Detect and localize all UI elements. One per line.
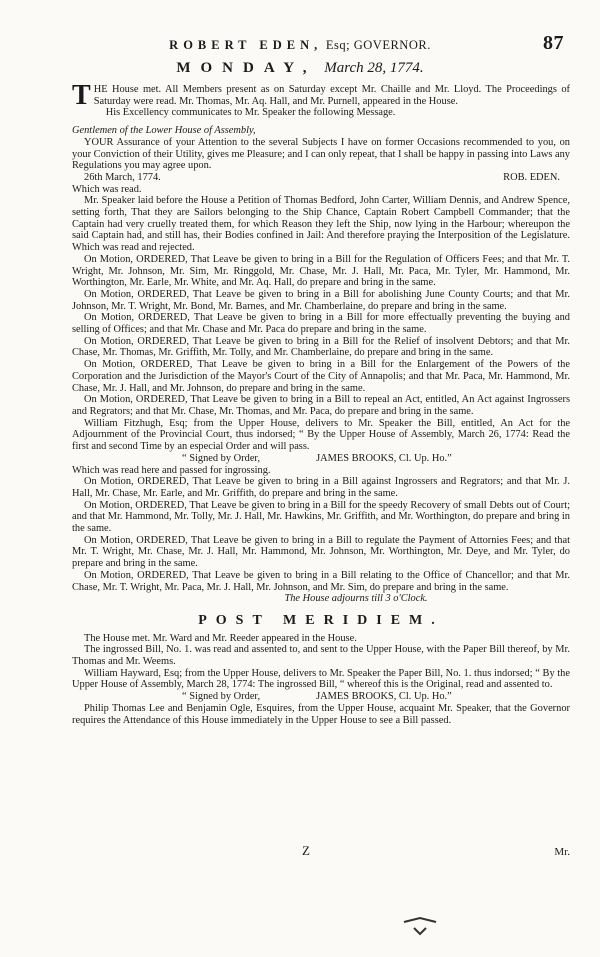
motion-paragraph: On Motion, ORDERED, That Leave be given to bring in a Bill for the Relief of insolvent Debtors; and that Mr. Chase, Mr. Thomas, Mr. Griffith, Mr. Tolly, and Mr. Chamberlaine, do prepare and bring in the same. (72, 335, 570, 359)
opening-paragraph: THE House met. All Members present as on Saturday except Mr. Chaille and Mr. Lloyd. The Proceedings of Saturday were read. Mr. Thomas, Mr. Aq. Hall, and Mr. Purnell, appeared in the House. (72, 80, 570, 111)
upper-house-paragraph: William Hayward, Esq; from the Upper House, delivers to Mr. Speaker the Paper Bill, No. 1. thus indorsed; “ By the Upper House of Assembly, March 28, 1774: The ingrossed Bill, “ whereof this is the Original, read and assented to. (72, 667, 570, 691)
message-salutation: Gentlemen of the Lower House of Assembly, (72, 125, 256, 137)
paragraph: Which was read here and passed for ingrossing. (72, 464, 271, 476)
governor-name: ROBERT EDEN, (169, 38, 323, 52)
paragraph: The House met. Mr. Ward and Mr. Reeder appeared in the House. (84, 632, 357, 644)
signature-mark: Z (302, 843, 310, 858)
motion-paragraph: On Motion, ORDERED, That Leave be given to bring in a Bill for the speedy Recovery of small Debts out of Court; and that Mr. Hammond, Mr. Tolly, Mr. J. Hall, Mr. Hawkins, Mr. Griffith, and Mr. Worthington, do prepare and bring in the same. (72, 499, 570, 535)
signed-by-order: “ Signed by Order, JAMES BROOKS, Cl. Up. Ho.” (182, 691, 452, 703)
catchword: Mr. (554, 846, 570, 858)
paragraph: His Excellency communicates to Mr. Speaker the following Message. (105, 107, 396, 119)
adjournment-note: The House adjourns till 3 o'Clock. (284, 593, 428, 605)
motion-paragraph: On Motion, ORDERED, That Leave be given to bring in a Bill to regulate the Payment of Attornies Fees; and that Mr. T. Wright, Mr. Chase, Mr. J. Hall, Mr. Hammond, Mr. Johnson, Mr. Worthington, Mr. Deye, and Mr. Tyler, do prepare and bring in the same. (72, 534, 570, 570)
printer-ornament-icon (400, 914, 440, 936)
motion-paragraph: On Motion, ORDERED, That Leave be given to bring in a Bill for more effectually preventing the buying and selling of Offices; and that Mr. Chase and Mr. Paca do prepare and bring in the same. (72, 312, 570, 336)
governor-title: Esq; GOVERNOR. (325, 38, 431, 52)
message-date-signature (72, 172, 570, 184)
date-text: March 28, 1774. (324, 60, 424, 76)
journal-body (72, 80, 570, 726)
date-heading (0, 60, 600, 77)
paragraph: The ingrossed Bill, No. 1. was read and assented to, and sent to the Upper House, with the Paper Bill thereof, by Mr. Thomas and Mr. Weems. (72, 644, 570, 668)
day-name: MONDAY, (176, 60, 317, 76)
upper-house-paragraph: William Fitzhugh, Esq; from the Upper House, delivers to Mr. Speaker the Bill, entitled, An Act for the Adjournment of the Provincial Court, thus indorsed; “ By the Upper House of Assembly, March 26, 1774: Read the first and second Time by an especial Order and will pass. (72, 417, 570, 453)
motion-paragraph: On Motion, ORDERED, That Leave be given to bring in a Bill relating to the Office of Chancellor; and that Mr. Chase, Mr. T. Wright, Mr. Paca, Mr. J. Hall, Mr. Johnson, and Mr. Sim, do prepare and bring in the same. (72, 569, 570, 593)
drop-cap: T (72, 80, 91, 111)
message-date: 26th March, 1774. (84, 171, 161, 183)
motion-paragraph: On Motion, ORDERED, That Leave be given to bring in a Bill against Ingrossers and Regrators; and that Mr. J. Hall, Mr. Chase, Mr. Earle, and Mr. Griffith, do prepare and bring in the same. (72, 476, 570, 499)
signed-by-order: “ Signed by Order, JAMES BROOKS, Cl. Up. Ho.” (182, 452, 452, 464)
motion-paragraph: On Motion, ORDERED, That Leave be given to bring in a Bill for the Enlargement of the Powers of the Corporation and the Jurisdiction of the Mayor's Court of the City of Annapolis; and that Mr. Paca, Mr. Hammond, Mr. Chase, Mr. J. Hall, and Mr. Johnson, do prepare and bring in the same. (72, 359, 570, 394)
section-heading: POST MERIDIEM. (198, 612, 444, 628)
governor-message: YOUR Assurance of your Attention to the several Subjects I have on former Occasions recommended to you, on your Conviction of their Utility, gives me Pleasure; and I can only repeat, that I shall be happy in passing into Laws any Regulations you may agree upon. (72, 136, 570, 172)
paragraph: Which was read. (72, 183, 142, 195)
paragraph: Philip Thomas Lee and Benjamin Ogle, Esquires, from the Upper House, acquaint Mr. Speaker, that the Governor requires the Attendance of this House immediately in the Upper House to see a Bill passed. (72, 702, 570, 726)
message-signature: ROB. EDEN. (503, 171, 560, 183)
page-number: 87 (543, 32, 564, 54)
running-header (0, 32, 600, 54)
motion-paragraph: On Motion, ORDERED, That Leave be given to bring in a Bill to repeal an Act, entitled, An Act against Ingrossers and Regrators; and that Mr. Chase, Mr. Thomas, and Mr. Paca, do prepare and bring in the same. (72, 394, 570, 417)
motion-paragraph: On Motion, ORDERED, That Leave be given to bring in a Bill for abolishing June County Courts; and that Mr. Johnson, Mr. T. Wright, Mr. Bond, Mr. Barnes, and Mr. Chamberlaine, do prepare and bring in the same. (72, 288, 570, 312)
petition-paragraph: Mr. Speaker laid before the House a Petition of Thomas Bedford, John Carter, William Dennis, and Andrew Spence, setting forth, That they are Sailors belonging to the Ship Chance, Captain Robert Campbell Commander; that the Captain had very cruelly treated them, for which Reason they left the Ship, now lying in the Harbour; whereupon the said Captain had, and still has, their Bodies confined in Jail: And therefore praying the Interposition of the Legislature. Which was read and rejected. (72, 195, 570, 254)
motion-paragraph: On Motion, ORDERED, That Leave be given to bring in a Bill for the Regulation of Officers Fees; and that Mr. T. Wright, Mr. Johnson, Mr. Sim, Mr. Ringgold, Mr. Chase, Mr. J. Hall, Mr. Paca, Mr. Tyler, Mr. Hammond, Mr. Worthington, Mr. Earle, Mr. White, and Mr. Aq. Hall, do prepare and bring in the same. (72, 253, 570, 289)
